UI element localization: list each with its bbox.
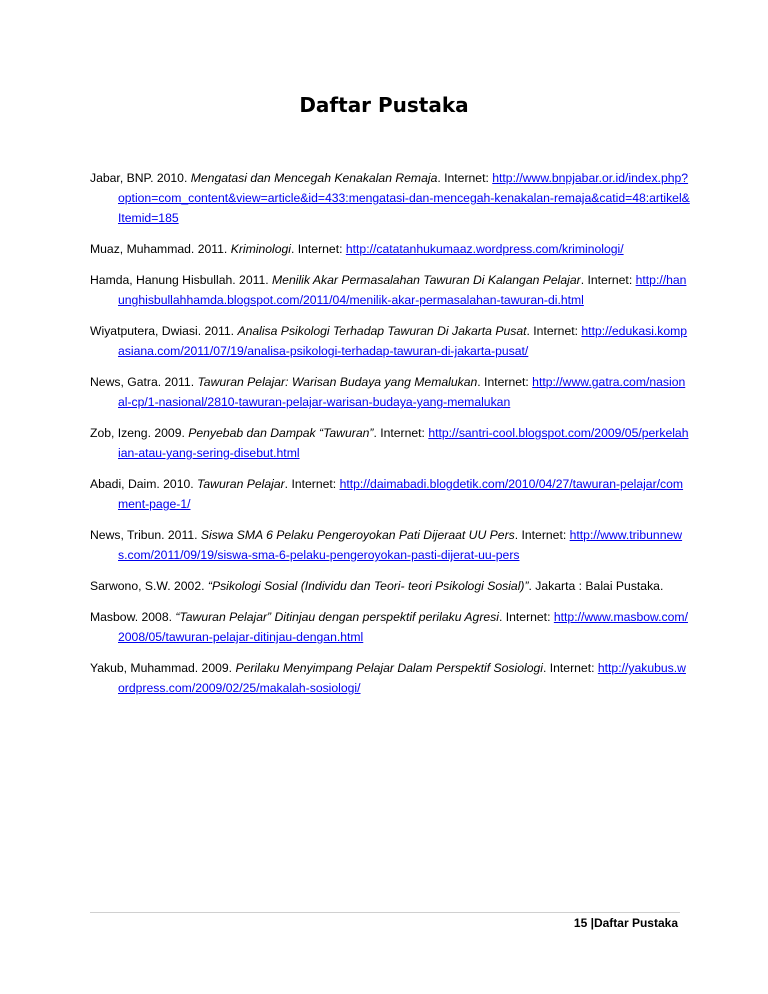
entry-title: Perilaku Menyimpang Pelajar Dalam Perspektif Sosiologi: [235, 661, 543, 675]
entry-source: . Internet:: [437, 171, 489, 185]
bibliography-entry: [90, 607, 690, 647]
entry-title: “Psikologi Sosial (Individu dan Teori- teori Psikologi Sosial)”: [207, 579, 529, 593]
entry-url-link[interactable]: http://www.bnpjabar.or.id/index.php?option=com_content&view=article&id=433:mengatasi-dan-mencegah-kenakalan-remaja&catid=48:artikel&Itemid=185: [118, 171, 690, 225]
footer-divider: [90, 912, 680, 913]
entry-source: . Internet:: [290, 242, 343, 256]
page-title: Daftar Pustaka: [299, 93, 469, 117]
entry-source: . Internet:: [477, 375, 529, 389]
entry-url-link[interactable]: http://www.masbow.com/2008/05/tawuran-pelajar-ditinjau-dengan.html: [118, 610, 688, 644]
page-number: 15: [573, 916, 588, 930]
entry-title: Menilik Akar Permasalahan Tawuran Di Kalangan Pelajar: [272, 273, 581, 287]
entry-source: . Internet:: [373, 426, 425, 440]
bibliography-entry: [90, 474, 690, 514]
entry-title: “Tawuran Pelajar” Ditinjau dengan perspektif perilaku Agresi: [175, 610, 499, 624]
entry-url-link[interactable]: http://catatanhukumaaz.wordpress.com/kriminologi/: [345, 242, 624, 256]
entry-source: . Internet:: [580, 273, 633, 287]
entry-source: . Jakarta : Balai Pustaka.: [528, 579, 664, 593]
entry-url-link[interactable]: http://yakubus.wordpress.com/2009/02/25/makalah-sosiologi/: [118, 661, 686, 695]
bibliography-entry: [90, 525, 690, 565]
bibliography-entry: [90, 168, 690, 228]
entry-url-link[interactable]: http://daimabadi.blogdetik.com/2010/04/27/tawuran-pelajar/comment-page-1/: [118, 477, 684, 511]
entry-author-year: News, Gatra. 2011.: [90, 375, 195, 389]
bibliography-entry: [90, 372, 690, 412]
entry-url-link[interactable]: http://www.tribunnews.com/2011/09/19/siswa-sma-6-pelaku-pengeroyokan-pasti-dijerat-uu-pers: [118, 528, 683, 562]
entry-title: Tawuran Pelajar: Warisan Budaya yang Memalukan: [197, 375, 478, 389]
entry-author-year: Masbow. 2008.: [90, 610, 172, 624]
bibliography-list: [90, 168, 690, 709]
entry-author-year: Muaz, Muhammad. 2011.: [90, 242, 228, 256]
entry-source: . Internet:: [514, 528, 567, 542]
entry-url-link[interactable]: http://santri-cool.blogspot.com/2009/05/perkelahian-atau-yang-sering-disebut.html: [118, 426, 689, 460]
entry-source: . Internet:: [498, 610, 551, 624]
bibliography-entry: [90, 658, 690, 698]
entry-source: . Internet:: [542, 661, 595, 675]
page-footer: [574, 916, 678, 930]
entry-source: . Internet:: [284, 477, 337, 491]
entry-title: Kriminologi: [230, 242, 291, 256]
entry-url-link[interactable]: http://edukasi.kompasiana.com/2011/07/19/analisa-psikologi-terhadap-tawuran-di-jakarta-pusat/: [118, 324, 688, 358]
entry-author-year: Zob, Izeng. 2009.: [90, 426, 185, 440]
entry-author-year: News, Tribun. 2011.: [90, 528, 198, 542]
entry-author-year: Abadi, Daim. 2010.: [90, 477, 194, 491]
entry-author-year: Hamda, Hanung Hisbullah. 2011.: [90, 273, 269, 287]
bibliography-entry: [90, 576, 690, 596]
entry-author-year: Jabar, BNP. 2010.: [90, 171, 188, 185]
entry-title: Penyebab dan Dampak “Tawuran”: [188, 426, 374, 440]
footer-section: Daftar Pustaka: [593, 916, 678, 930]
footer-separator: |: [590, 916, 594, 930]
entry-source: . Internet:: [526, 324, 579, 338]
entry-title: Siswa SMA 6 Pelaku Pengeroyokan Pati Dijeraat UU Pers: [200, 528, 515, 542]
entry-title: Mengatasi dan Mencegah Kenakalan Remaja: [190, 171, 438, 185]
bibliography-entry: [90, 321, 690, 361]
entry-url-link[interactable]: http://www.gatra.com/nasional-cp/1-nasional/2810-tawuran-pelajar-warisan-budaya-yang-memalukan: [118, 375, 686, 409]
entry-author-year: Yakub, Muhammad. 2009.: [90, 661, 233, 675]
entry-title: Analisa Psikologi Terhadap Tawuran Di Jakarta Pusat: [237, 324, 527, 338]
entry-author-year: Sarwono, S.W. 2002.: [90, 579, 205, 593]
bibliography-entry: [90, 270, 690, 310]
entry-author-year: Wiyatputera, Dwiasi. 2011.: [90, 324, 235, 338]
entry-url-link[interactable]: http://hanunghisbullahhamda.blogspot.com/2011/04/menilik-akar-permasalahan-tawuran-di.html: [118, 273, 687, 307]
bibliography-entry: [90, 423, 690, 463]
entry-title: Tawuran Pelajar: [197, 477, 285, 491]
bibliography-entry: [90, 239, 690, 259]
